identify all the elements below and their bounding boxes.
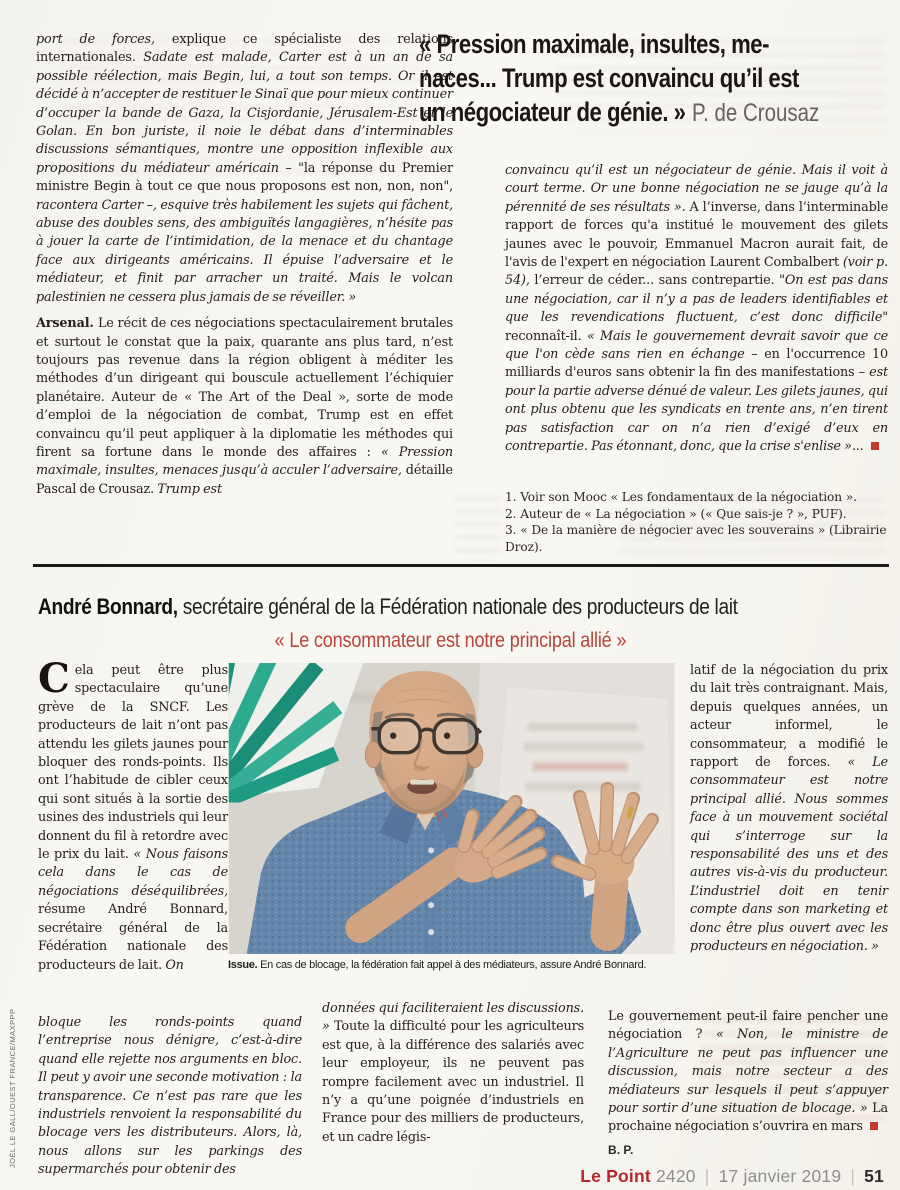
top-article-paragraph-3 [505,162,888,457]
top-article-paragraph-2 [36,315,453,499]
paragraph-text [36,32,453,305]
interview-paragraph [38,1014,302,1180]
text-segment: l’erreur de céder... sans contrepartie. [534,273,780,289]
caption-text: En cas de blocage, la fédération fait appel à des médiateurs, assure André Bonnard. [257,959,647,971]
footer-separator: | [704,1166,710,1186]
text-segment: reconnaît-il. [505,328,587,344]
interview-paragraph [690,662,888,957]
text-segment: « Mais le gouvernement devrait savoir que ce que l'on cède sans rien en échange – [505,328,889,363]
text-segment: "la réponse du Premier ministre Begin à tout ce que nous proposons est non, non, non", [36,160,453,195]
interview-column-1-wide [38,1014,302,1180]
bleedthrough-artifact [455,497,501,563]
paragraph-text [38,655,228,973]
photo-andre-bonnard [228,663,675,954]
pull-quote [419,27,889,130]
text-segment: Sadate est malade, Carter est à un an de sa possible réélection, mais Begin, lui, a tout son temps. Or il est décidé à n’accepter de restituer le Sinaï que pour mieux continuer d’occuper la bande de Gaza, la Cisjordanie, Jérusalem-Est et le Golan. En bon juriste, il noie le débat dans d’interminables discussions sémantiques, montre une opposition inflexible aux propositions du médiateur américain – [36,50,453,176]
interview-paragraph [38,655,228,975]
pull-quote-line [419,95,820,130]
paragraph-text [608,1009,888,1134]
interview-header-line [38,594,769,620]
interview-column-1-narrow [38,655,228,975]
interview-subtitle-row [0,629,900,653]
interview-column-3-wide [608,1008,888,1159]
text-segment: « Non, le ministre de l’Agriculture ne peut pas influencer une discussion, mais notre secteur a des médiateurs sur lesquels il peut s’appuyer pour sortir d’une situation de blocage. » [608,1027,888,1117]
text-segment: bloque les ronds-points quand l’entreprise nous dénigre, c’est-à-dire quand elle rejette nos arguments en bloc. Il peut y avoir une seconde motivation : la transparence. Ce n’est pas rare que les industriels renvoient la responsabilité du blocage vers les distributeurs. Alors, là, nous allons sur les parkings des supermarchés pour obtenir des [38,1015,302,1178]
top-article-right-column [505,162,888,457]
pull-quote-attribution: P. de Crousaz [692,99,820,127]
text-segment: Le récit de ces négociations spectaculairement brutales et surtout le constat que la paix, quarante ans plus tard, n’est toujours pas revenue dans la région obligent à méditer les méthodes d’un dirigeant qui bouscule actuellement l’échiquier planétaire. Auteur de « The Art of the Deal », sorte de mode d’emploi de la négociation de combat, Trump est en effet convaincu qu’il peut appliquer à la diplomatie les méthodes qui firent sa fortune dans le monde des affaires : [36,316,453,460]
interviewee-name: André Bonnard, [38,594,178,619]
text-segment: données qui faciliteraient les discussions. » [322,1001,584,1035]
footnotes [505,489,888,555]
photo-caption [228,959,688,971]
text-segment: latif de la négociation du prix du lait très contraignant. Mais, depuis quelques années, un acteur informel, le consommateur, a modifié le rapport de forces. [690,663,888,771]
drop-cap: C [38,655,70,702]
text-segment: racontera Carter –, esquive très habilement les sujets qui fâchent, abuse des doubles sens, des ambiguïtés langagières, n’hésite pas à jouer la carte de l’intimidation, de la menace et du chantage face aux dirigeants américains. Il épuise l’adversaire et le médiateur, et finit par arracher un traité. Mais le volcan palestinien ne cessera plus jamais de se réveiller. » [36,197,453,305]
end-mark [870,1122,878,1130]
paragraph-text [36,316,453,497]
pull-quote-line-text: un négociateur de génie. » [419,97,686,127]
magazine-brand: Le Point [580,1166,651,1186]
photo-credit: JOËL LE GALL/OUEST FRANCE/MAXPPP [8,1008,17,1168]
page-footer [0,1166,884,1187]
text-segment: en l'occurrence 10 milliards d'euros sans obtenir la fin des manifestations – [505,347,889,381]
text-segment: résume André Bonnard, secrétaire général de la Fédération nationale des producteurs de lait. [38,902,228,973]
text-segment: détaille Pascal de Crousaz. [36,463,453,497]
interview-paragraph [608,1008,888,1137]
text-segment: port de forces, [36,32,172,47]
text-segment: ela peut être plus spectaculaire qu’une grève de la SNCF. Les producteurs de lait n’ont pas attendu les gilets jaunes pour bloquer des ronds-points. Ils ont l’habitude de cibler ceux qui sont situés à la sortie des usines des industriels qui leur donnent du fil à retordre avec le prix du lait. [38,663,228,863]
paragraph-text [505,163,888,454]
footnote-2: 2. Auteur de « La négociation » (« Que sais-je ? », PUF). [505,506,847,521]
text-segment: convaincu qu’il est un négociateur de génie. Mais il voit à court terme. Or une bonne négociation ne se jauge qu’à la pérennité de ses résultats ». [505,163,888,215]
interview-paragraph [322,1000,584,1147]
pull-quote-line: « Pression maximale, insultes, me- [419,29,769,59]
paragraph-text [38,1015,302,1177]
top-article-paragraph-1 [36,31,453,307]
section-divider-rule [33,564,889,567]
end-mark [871,442,879,450]
interview-column-2 [322,1000,584,1147]
caption-lead: Issue. [228,959,258,971]
footnote-3: 3. « De la manière de négocier avec les souverains » (Librairie Droz). [505,523,887,554]
text-segment: « Le consommateur est notre principal allié. Nous sommes face à un mouvement sociétal qui s’interroge sur la responsabilité des uns et des autres vis-à-vis du producteur. L’industriel doit en tenir compte dans son marketing et donc être plus ouvert avec les producteurs en négociation. » [690,755,888,955]
interview-subtitle: « Le consommateur est notre principal allié » [274,629,626,652]
text-segment: A l’inverse, dans l’interminable rapport de forces qu'a institué le mouvement des gilets jaunes avec le pouvoir, Emmanuel Macron aurait fait, de l'avis de l'expert en négociation Laurent Combalbert [505,199,889,271]
pull-quote-line: naces... Trump est convaincu qu’il est [419,63,799,93]
text-segment: est pour la partie adverse dénué de valeur. Les gilets jaunes, qui ont plus obtenu que les syndicats en trente ans, n’en tirent pas satisfaction car on n’a rien d’exigé d’eux en contrepartie. Pas étonnant, donc, que la crise s'enlise »... [505,365,888,455]
text-segment: Arsenal. [36,316,98,332]
text-segment: "On est pas dans une négociation, car il n’y a pas de leaders identifiables et que les revendications fluctuent, c’est donc difficile" [505,273,888,326]
text-segment: Toute la difficulté pour les agriculteurs est que, à la différence des salariés avec leur employeur, ils ne peuvent pas rompre facilement avec un industriel. Il n’y a qu’une poignée d’industriels en France pour des milliers de producteurs, et un cadre légis- [322,1019,584,1145]
text-segment: On [165,957,184,973]
paragraph-text [322,1001,584,1145]
footer-separator: | [850,1166,856,1186]
text-segment: « Pression maximale, insultes, menaces jusqu’à acculer l’adversaire, [36,444,453,479]
interview-header [38,594,898,620]
text-segment: explique ce spécialiste des relations internationales. [36,32,454,66]
paragraph-text [690,663,888,954]
text-segment: (voir p. 54), [505,255,888,289]
top-article-left-column [36,31,453,499]
author-initials: B. P. [608,1142,634,1157]
text-segment: La prochaine négociation s’ouvrira en mars [608,1101,888,1135]
interview-column-3-narrow [690,662,888,957]
issue-date: 17 janvier 2019 [718,1166,842,1186]
interviewee-role: secrétaire général de la Fédération nationale des producteurs de lait [177,594,738,619]
text-segment: « Nous faisons cela dans le cas de négociations déséquilibrées, [38,847,228,899]
page-number: 51 [864,1166,884,1186]
text-segment: Trump est [157,481,222,497]
issue-number: 2420 [655,1166,696,1186]
footnote-1: 1. Voir son Mooc « Les fondamentaux de la négociation ». [505,490,857,504]
text-segment: Le gouvernement peut-il faire pencher une négociation ? [608,1009,888,1043]
